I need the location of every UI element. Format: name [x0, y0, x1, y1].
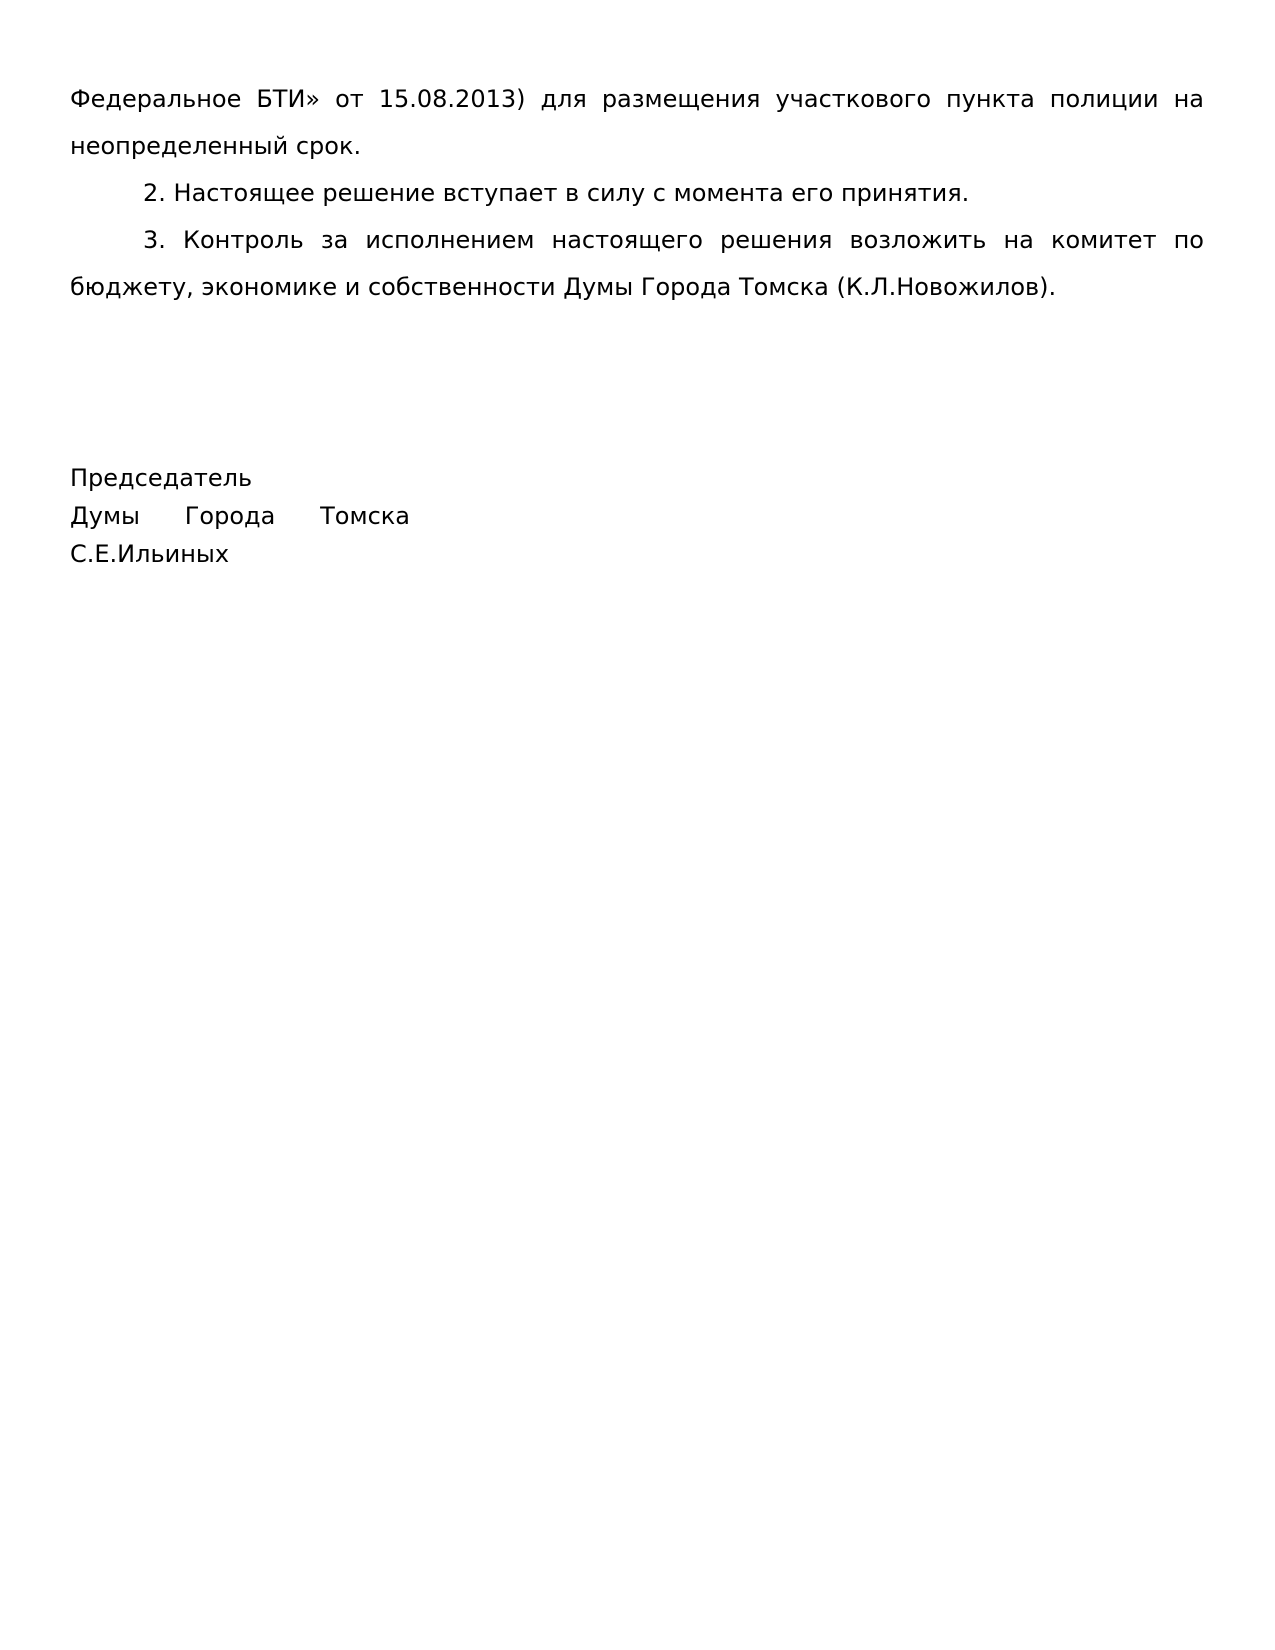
signature-title: Председатель — [70, 464, 253, 492]
signature-block — [70, 459, 410, 573]
signature-org-word: Думы — [70, 502, 141, 530]
signature-organization — [70, 497, 410, 535]
paragraph-item-2: 2. Настоящее решение вступает в силу с момента его принятия. — [143, 179, 970, 207]
signature-name: С.Е.Ильиных — [70, 540, 230, 568]
document-body — [70, 76, 1204, 311]
signature-org-word: Томска — [320, 502, 410, 530]
signature-org-word: Города — [184, 502, 276, 530]
paragraph-continuation: Федеральное БТИ» от 15.08.2013) для размещения участкового пункта полиции на неопределенный срок. — [70, 85, 1204, 160]
paragraph-item-3: 3. Контроль за исполнением настоящего решения возложить на комитет по бюджету, экономике и собственности Думы Города Томска (К.Л.Новожилов). — [70, 226, 1204, 301]
